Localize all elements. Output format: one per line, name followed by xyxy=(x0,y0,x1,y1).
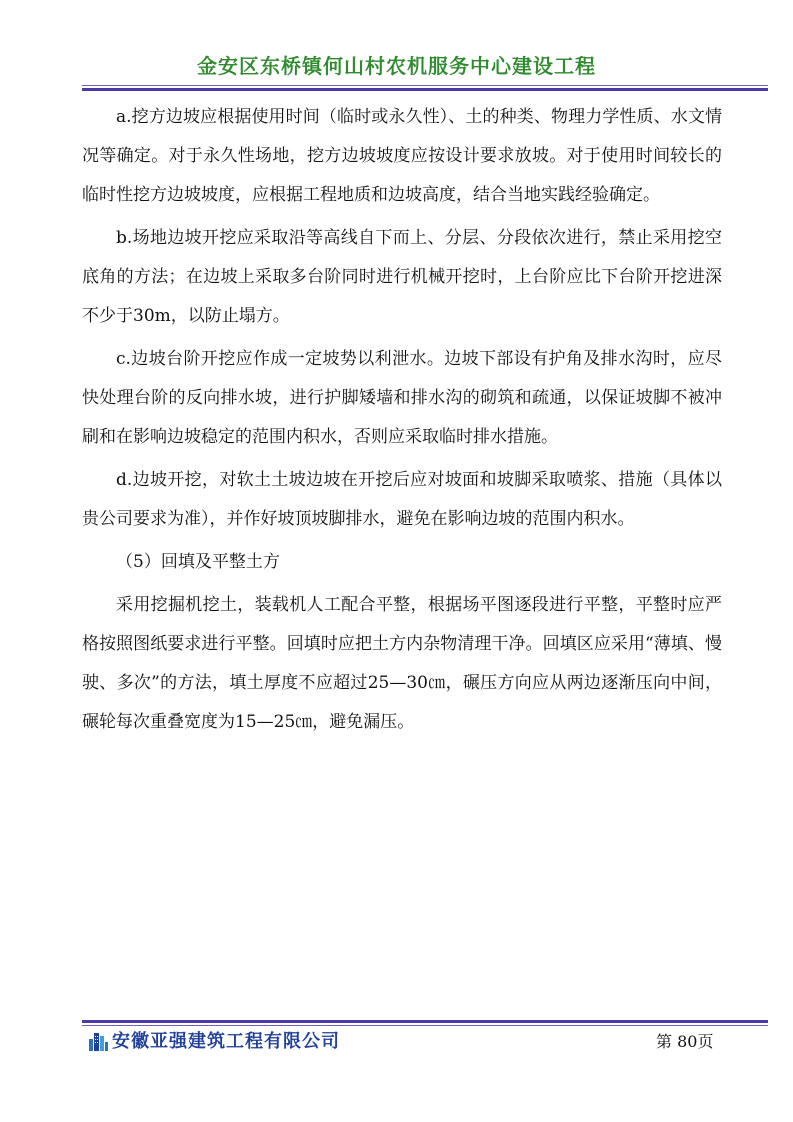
footer-rule-thick xyxy=(82,1020,768,1023)
header-rule-thick xyxy=(82,88,768,91)
document-body xyxy=(82,98,722,746)
paragraph-backfill: 采用挖掘机挖土，装载机人工配合平整，根据场平图逐段进行平整，平整时应严格按照图纸要求进行平整。回填时应把土方内杂物清理干净。回填区应采用“薄填、慢驶、多次”的方法，填土厚度不应超过25—30㎝，碾压方向应从两边逐渐压向中间，碾轮每次重叠宽度为15—25㎝，避免漏压。 xyxy=(82,595,722,732)
page-header-title: 金安区东桥镇何山村农机服务中心建设工程 xyxy=(197,54,596,78)
paragraph-b: b.场地边坡开挖应采取沿等高线自下而上、分层、分段依次进行，禁止采用挖空底角的方法；在边坡上采取多台阶同时进行机械开挖时，上台阶应比下台阶开挖进深不少于30m，以防止塌方。 xyxy=(82,228,722,326)
header-rule-thin xyxy=(82,85,768,86)
paragraph-c: c.边坡台阶开挖应作成一定坡势以利泄水。边坡下部设有护角及排水沟时，应尽快处理台阶的反向排水坡，进行护脚矮墙和排水沟的砌筑和疏通，以保证坡脚不被冲刷和在影响边坡稳定的范围内积水，否则应采取临时排水措施。 xyxy=(82,349,722,447)
footer-page-number: 第 80页 xyxy=(656,1032,714,1051)
paragraph-a: a.挖方边坡应根据使用时间（临时或永久性）、土的种类、物理力学性质、水文情况等确定。对于永久性场地，挖方边坡坡度应按设计要求放坡。对于使用时间较长的临时性挖方边坡坡度，应根据工程地质和边坡高度，结合当地实践经验确定。 xyxy=(82,107,722,205)
paragraph-d: d.边坡开挖，对软土土坡边坡在开挖后应对坡面和坡脚采取喷浆、措施（具体以贵公司要求为准），并作好坡顶坡脚排水，避免在影响边坡的范围内积水。 xyxy=(82,470,722,529)
footer-rule-thin xyxy=(82,1025,768,1026)
building-logo-icon xyxy=(88,1029,108,1051)
section-heading-backfill: （5）回填及平整土方 xyxy=(116,552,280,572)
footer-company-name: 安徽亚强建筑工程有限公司 xyxy=(112,1031,340,1052)
